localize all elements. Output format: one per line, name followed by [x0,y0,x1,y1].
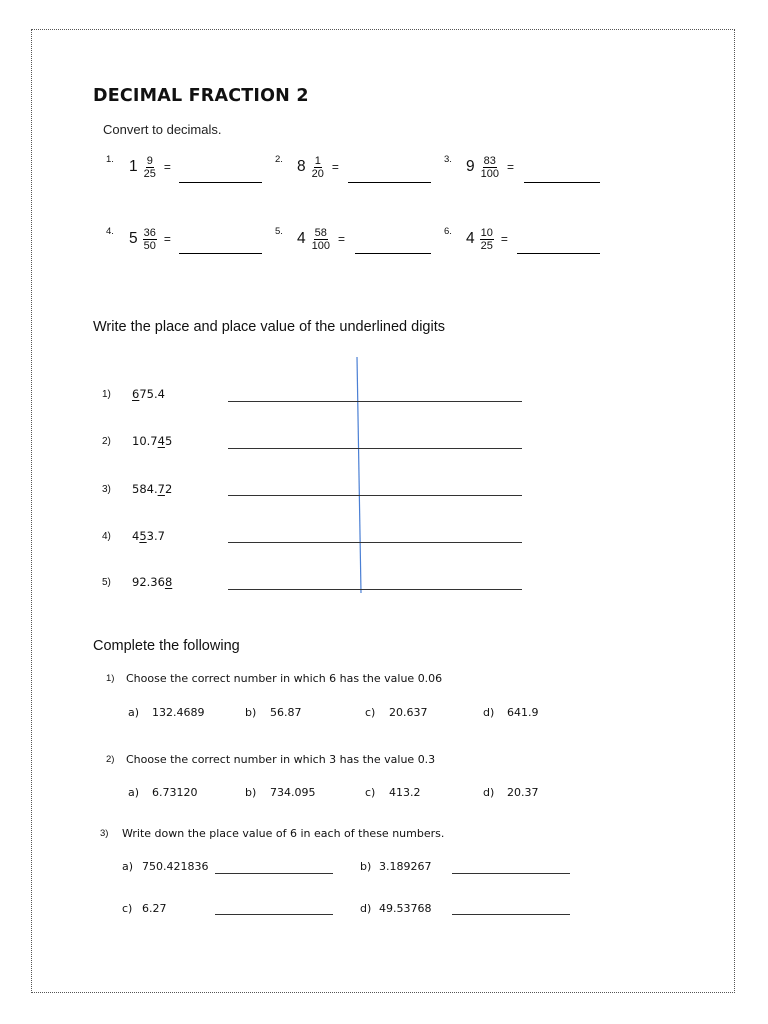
numerator: 36 [143,226,156,239]
option-letter: d) [483,786,495,799]
question-number: 2) [106,754,115,765]
option-value: 49.53768 [379,902,432,915]
option-letter: d) [483,706,495,719]
equals-sign: = [506,160,514,174]
underlined-digit: 4 [157,434,165,448]
numerator: 10 [480,226,493,239]
mixed-number [297,150,339,184]
digits-after: 5 [164,434,173,448]
whole-part: 4 [297,230,306,247]
digits-before: 10.7 [132,434,158,448]
section2-instruction: Write the place and place value of the underlined digits [93,319,445,335]
digits-before: 584. [132,482,158,496]
option-value[interactable]: 132.4689 [152,706,205,719]
denominator: 50 [143,239,156,252]
mixed-number [297,222,345,256]
whole-part: 8 [297,158,306,175]
decimal-number [132,529,165,543]
option-letter: a) [128,706,140,719]
question-text: Write down the place value of 6 in each of these numbers. [122,827,445,840]
whole-part: 4 [466,230,475,247]
handdrawn-vertical-line [350,355,366,595]
option-letter: a) [122,860,134,873]
fraction [311,155,325,180]
option-letter: b) [360,860,372,873]
item-number: 2) [102,436,111,447]
denominator: 20 [311,167,324,180]
digits-before: 4 [132,529,140,543]
answer-blank[interactable] [179,182,262,183]
equals-sign: = [337,232,345,246]
item-number: 4) [102,531,111,542]
answer-line[interactable] [228,589,522,590]
option-letter: d) [360,902,372,915]
q-number: 1. [106,154,114,165]
answer-blank[interactable] [524,182,600,183]
decimal-number [132,387,165,401]
question-number: 3) [100,828,109,839]
answer-blank[interactable] [348,182,431,183]
digits-after: 75.4 [139,387,165,401]
answer-blank[interactable] [517,253,600,254]
digits-after: 2 [164,482,173,496]
digits-after: 3.7 [146,529,165,543]
whole-part: 5 [129,230,138,247]
question-text: Choose the correct number in which 3 has the value 0.3 [126,753,436,766]
q-number: 2. [275,154,283,165]
equals-sign: = [163,232,171,246]
section3-heading: Complete the following [93,638,240,654]
answer-line[interactable] [228,495,522,496]
answer-blank[interactable] [179,253,262,254]
q-number: 6. [444,226,452,237]
decimal-number [132,482,172,496]
underlined-digit: 7 [157,482,165,496]
answer-blank[interactable] [355,253,431,254]
option-value: 750.421836 [142,860,209,873]
option-value[interactable]: 6.73120 [152,786,198,799]
decimal-number [132,434,172,448]
q-number: 5. [275,226,283,237]
fraction [143,155,157,180]
item-number: 5) [102,577,111,588]
numerator: 1 [314,154,321,167]
denominator: 100 [480,167,499,180]
equals-sign: = [331,160,339,174]
item-number: 1) [102,389,111,400]
equals-sign: = [163,160,171,174]
underlined-digit: 6 [132,387,140,401]
worksheet-title: DECIMAL FRACTION 2 [93,86,309,106]
decimal-number [132,575,172,589]
option-letter: b) [245,786,257,799]
denominator: 25 [143,167,156,180]
numerator: 9 [146,154,153,167]
item-number: 3) [102,484,111,495]
option-value[interactable]: 20.637 [389,706,428,719]
whole-part: 9 [466,158,475,175]
denominator: 100 [311,239,330,252]
question-text: Choose the correct number in which 6 has the value 0.06 [126,672,443,685]
denominator: 25 [480,239,493,252]
option-value: 6.27 [142,902,167,915]
q-number: 3. [444,154,452,165]
option-letter: c) [365,706,376,719]
numerator: 83 [483,154,496,167]
section1-instruction: Convert to decimals. [103,122,222,137]
mixed-number [129,222,171,256]
q-number: 4. [106,226,114,237]
fraction [480,227,494,252]
fraction [480,155,500,180]
equals-sign: = [500,232,508,246]
option-letter: c) [122,902,133,915]
answer-line[interactable] [215,914,333,915]
answer-line[interactable] [452,873,570,874]
numerator: 58 [314,226,327,239]
option-letter: b) [245,706,257,719]
answer-line[interactable] [215,873,333,874]
mixed-number [466,150,514,184]
underlined-digit: 8 [164,575,173,589]
underlined-digit: 5 [139,529,147,543]
answer-line[interactable] [228,401,522,402]
whole-part: 1 [129,158,138,175]
option-value[interactable]: 734.095 [270,786,316,799]
fraction [143,227,157,252]
option-value: 3.189267 [379,860,432,873]
question-number: 1) [106,673,115,684]
option-value[interactable]: 20.37 [507,786,539,799]
mixed-number [129,150,171,184]
option-letter: a) [128,786,140,799]
option-value[interactable]: 641.9 [507,706,539,719]
mixed-number [466,222,508,256]
option-letter: c) [365,786,376,799]
fraction [311,227,331,252]
answer-line[interactable] [228,542,522,543]
answer-line[interactable] [228,448,522,449]
digits-before: 92.36 [132,575,165,589]
option-value[interactable]: 56.87 [270,706,302,719]
answer-line[interactable] [452,914,570,915]
option-value[interactable]: 413.2 [389,786,421,799]
